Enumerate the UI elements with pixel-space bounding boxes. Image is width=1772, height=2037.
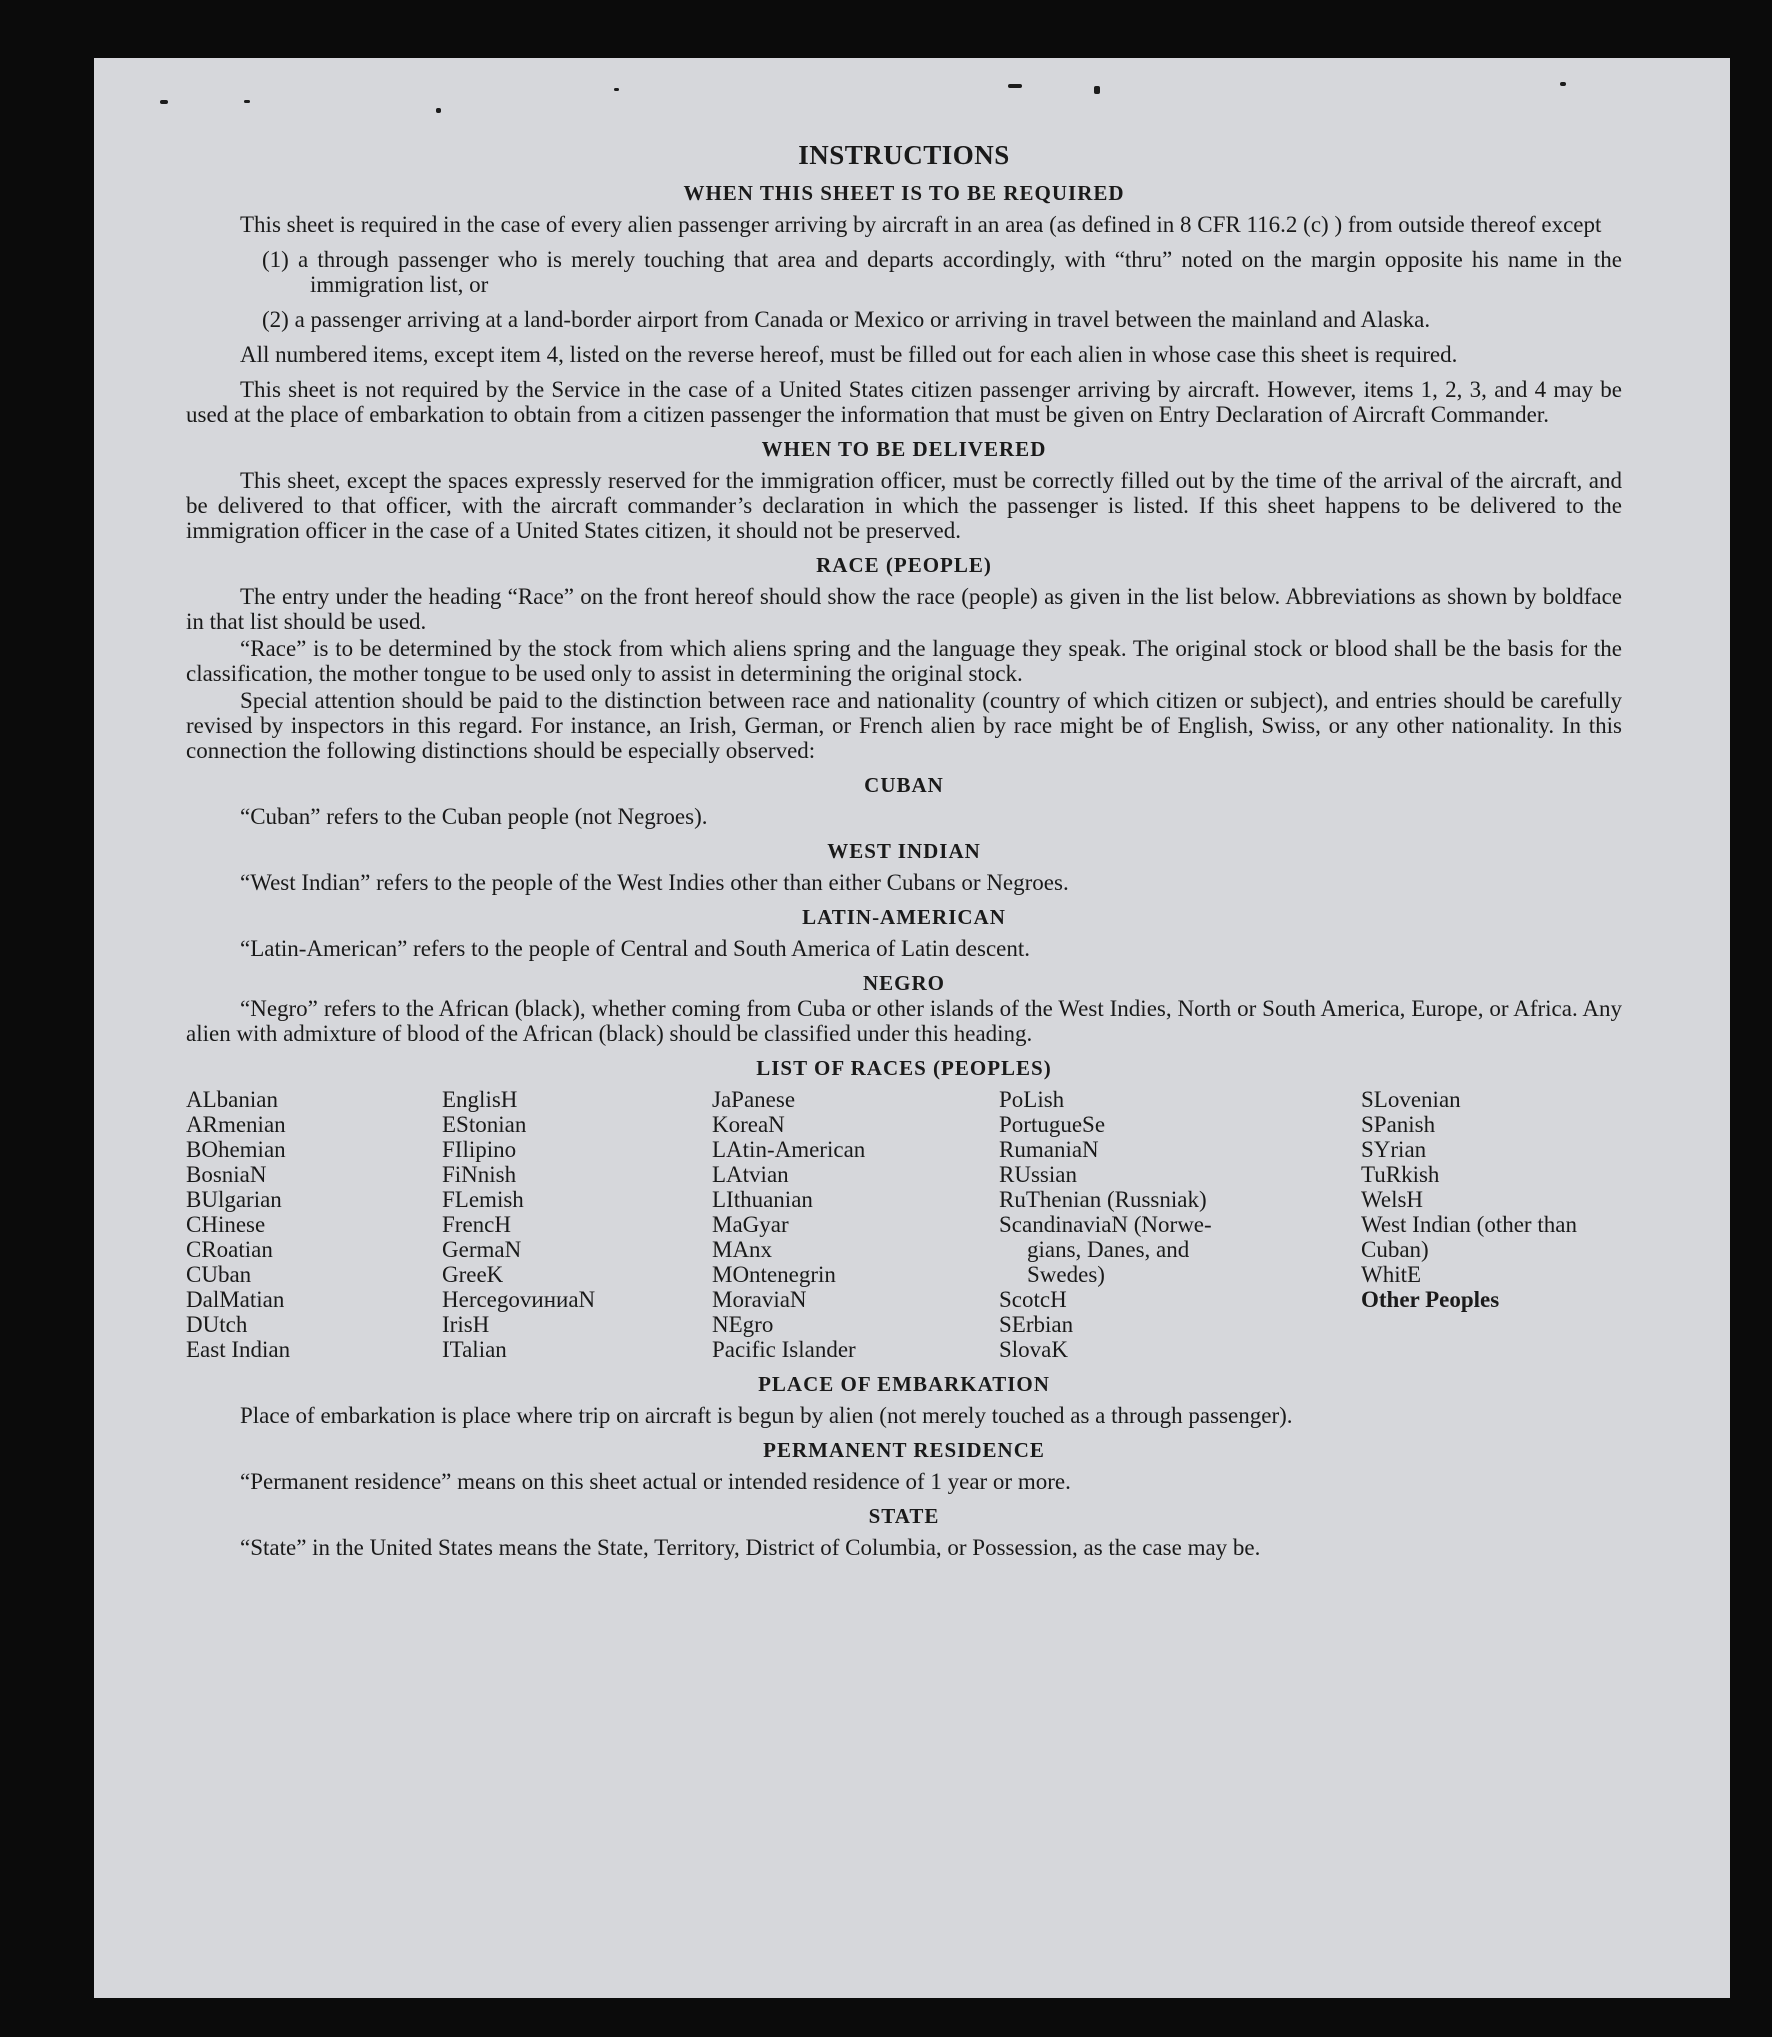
scan-speck — [160, 100, 168, 104]
paragraph: “Cuban” refers to the Cuban people (not Negroes). — [240, 804, 708, 829]
race-entry: EnglisH — [442, 1087, 518, 1112]
section-heading-embarkation: PLACE OF EMBARKATION — [758, 1372, 1050, 1396]
race-entry: JaPanese — [712, 1087, 796, 1112]
race-entry: Pacific Islander — [712, 1337, 856, 1362]
race-entry-continued: Swedes) — [1027, 1262, 1105, 1287]
race-entry: CRoatian — [186, 1237, 273, 1262]
race-entry: BUlgarian — [186, 1187, 282, 1212]
races-column-3 — [712, 1087, 999, 1362]
race-entry: FiNnish — [442, 1162, 517, 1187]
section-heading-state: STATE — [868, 1504, 940, 1528]
paragraph: “Race” is to be determined by the stock from which aliens spring and the language they speak. The original stock or blood shall be the basis for the classification, the mother tongue to be used only to assist in determining the original stock. — [186, 636, 1622, 686]
race-entry: RUssian — [999, 1162, 1077, 1187]
race-entry: MAnx — [712, 1237, 773, 1262]
race-entry: FrencH — [442, 1212, 511, 1237]
race-entry: GermaN — [442, 1237, 522, 1262]
race-entry: RumaniaN — [999, 1137, 1099, 1162]
section-heading-latin-american: LATIN-AMERICAN — [802, 905, 1006, 929]
race-entry: ARmenian — [186, 1112, 286, 1137]
race-entry: DalMatian — [186, 1287, 285, 1312]
list-item: (1) a through passenger who is merely touching that area and departs accordingly, with “thru” noted on the margin opposite his name in the immigration list, or — [262, 247, 1622, 297]
race-entry: East Indian — [186, 1337, 291, 1362]
race-entry: WelsH — [1361, 1187, 1424, 1212]
race-entry: DUtch — [186, 1312, 248, 1337]
race-entry: ScotcH — [999, 1287, 1067, 1312]
race-entry: PortugueSe — [999, 1112, 1106, 1137]
section-heading-west-indian: WEST INDIAN — [827, 839, 981, 863]
paragraph: “Negro” refers to the African (black), whether coming from Cuba or other islands of the West Indies, North or South America, Europe, or Africa. Any alien with admixture of blood of the African (black) should be classified under this heading. — [186, 996, 1622, 1046]
section-heading-delivered: WHEN TO BE DELIVERED — [761, 437, 1047, 461]
scan-speck — [1008, 84, 1022, 88]
race-entry: ScandinaviaN (Norwe- — [999, 1212, 1212, 1237]
page-title: INSTRUCTIONS — [798, 140, 1010, 170]
scan-speck — [436, 108, 441, 113]
race-entry: ITalian — [442, 1337, 507, 1362]
paragraph: This sheet is not required by the Service in the case of a United States citizen passenger arriving by aircraft. However, items 1, 2, 3, and 4 may be used at the place of embarkation to obtain from a citizen passenger the information that must be given on Entry Declaration of Aircraft Commander. — [186, 377, 1622, 427]
race-entry: LAtvian — [712, 1162, 789, 1187]
race-entry-continued: gians, Danes, and — [1027, 1237, 1190, 1262]
section-heading-race: RACE (PEOPLE) — [816, 553, 992, 577]
scan-speck — [614, 88, 619, 91]
paragraph: “West Indian” refers to the people of the West Indies other than either Cubans or Negroes. — [240, 870, 1069, 895]
races-list — [186, 1087, 1622, 1362]
races-column-4 — [999, 1087, 1361, 1362]
race-entry: West Indian (other than Cuban) — [1361, 1212, 1577, 1262]
paragraph: All numbered items, except item 4, listed on the reverse hereof, must be filled out for each alien in whose case this sheet is required. — [240, 342, 1458, 367]
paragraph: This sheet is required in the case of every alien passenger arriving by aircraft in an area (as defined in 8 CFR 116.2 (c) ) from outside thereof except — [240, 212, 1602, 237]
section-heading-residence: PERMANENT RESIDENCE — [763, 1438, 1045, 1462]
scan-speck — [1094, 86, 1100, 94]
paragraph: This sheet, except the spaces expressly reserved for the immigration officer, must be correctly filled out by the time of the arrival of the aircraft, and be delivered to that officer, with the aircraft commander’s declaration in which the passenger is listed. If this sheet happens to be delivered to the immigration officer in the case of a United States citizen, it should not be preserved. — [186, 468, 1622, 543]
race-entry: LAtin-American — [712, 1137, 866, 1162]
race-entry: CUban — [186, 1262, 252, 1287]
race-entry: NEgro — [712, 1312, 774, 1337]
scan-speck — [244, 100, 250, 103]
race-entry: KoreaN — [712, 1112, 785, 1137]
race-entry: SlovaK — [999, 1337, 1068, 1362]
race-entry: SErbian — [999, 1312, 1074, 1337]
paragraph: The entry under the heading “Race” on the front hereof should show the race (people) as given in the list below. Abbreviations as shown by boldface in that list should be used. — [186, 584, 1622, 634]
race-entry: SLovenian — [1361, 1087, 1461, 1112]
races-column-1 — [186, 1087, 442, 1362]
race-entry: CHinese — [186, 1212, 266, 1237]
race-entry: LIthuanian — [712, 1187, 813, 1212]
paragraph: “State” in the United States means the State, Territory, District of Columbia, or Possession, as the case may be. — [240, 1535, 1261, 1560]
section-heading-negro: NEGRO — [862, 971, 945, 995]
paragraph: “Latin-American” refers to the people of Central and South America of Latin descent. — [240, 936, 1030, 961]
race-entry: MOntenegrin — [712, 1262, 836, 1287]
race-entry: BOhemian — [186, 1137, 286, 1162]
paragraph: Special attention should be paid to the distinction between race and nationality (country of which citizen or subject), and entries should be carefully revised by inspectors in this regard. For instance, an Irish, German, or French alien by race might be of English, Swiss, or any other nationality. In this connection the following distinctions should be especially observed: — [186, 688, 1622, 763]
instructions-content — [186, 140, 1622, 1570]
race-entry: MaGyar — [712, 1212, 789, 1237]
section-heading-cuban: CUBAN — [864, 773, 944, 797]
race-entry: FIlipino — [442, 1137, 517, 1162]
section-heading-list: LIST OF RACES (PEOPLES) — [756, 1056, 1052, 1080]
section-heading-required: WHEN THIS SHEET IS TO BE REQUIRED — [683, 181, 1125, 205]
race-entry: EStonian — [442, 1112, 527, 1137]
races-column-2 — [442, 1087, 712, 1362]
race-entry: HercegovиниaN — [442, 1287, 596, 1312]
race-entry: MoraviaN — [712, 1287, 807, 1312]
race-entry: BosniaN — [186, 1162, 267, 1187]
race-entry: FLemish — [442, 1187, 524, 1212]
document-page — [94, 58, 1730, 1998]
paragraph: Place of embarkation is place where trip on aircraft is begun by alien (not merely touched as a through passenger). — [240, 1403, 1293, 1428]
race-entry: SPanish — [1361, 1112, 1436, 1137]
race-entry: PoLish — [999, 1087, 1065, 1112]
races-column-5 — [1361, 1087, 1621, 1362]
race-entry: TuRkish — [1361, 1162, 1440, 1187]
race-entry: ALbanian — [186, 1087, 278, 1112]
race-entry: WhitE — [1361, 1262, 1422, 1287]
race-entry: RuThenian (Russniak) — [999, 1187, 1207, 1212]
scan-speck — [1560, 82, 1566, 86]
paragraph: “Permanent residence” means on this sheet actual or intended residence of 1 year or more. — [240, 1469, 1071, 1494]
race-entry: SYrian — [1361, 1137, 1427, 1162]
race-entry: GreeK — [442, 1262, 504, 1287]
race-entry: IrisH — [442, 1312, 490, 1337]
list-item: (2) a passenger arriving at a land-border airport from Canada or Mexico or arriving in travel between the mainland and Alaska. — [262, 307, 1431, 332]
race-entry: Other Peoples — [1361, 1287, 1500, 1312]
